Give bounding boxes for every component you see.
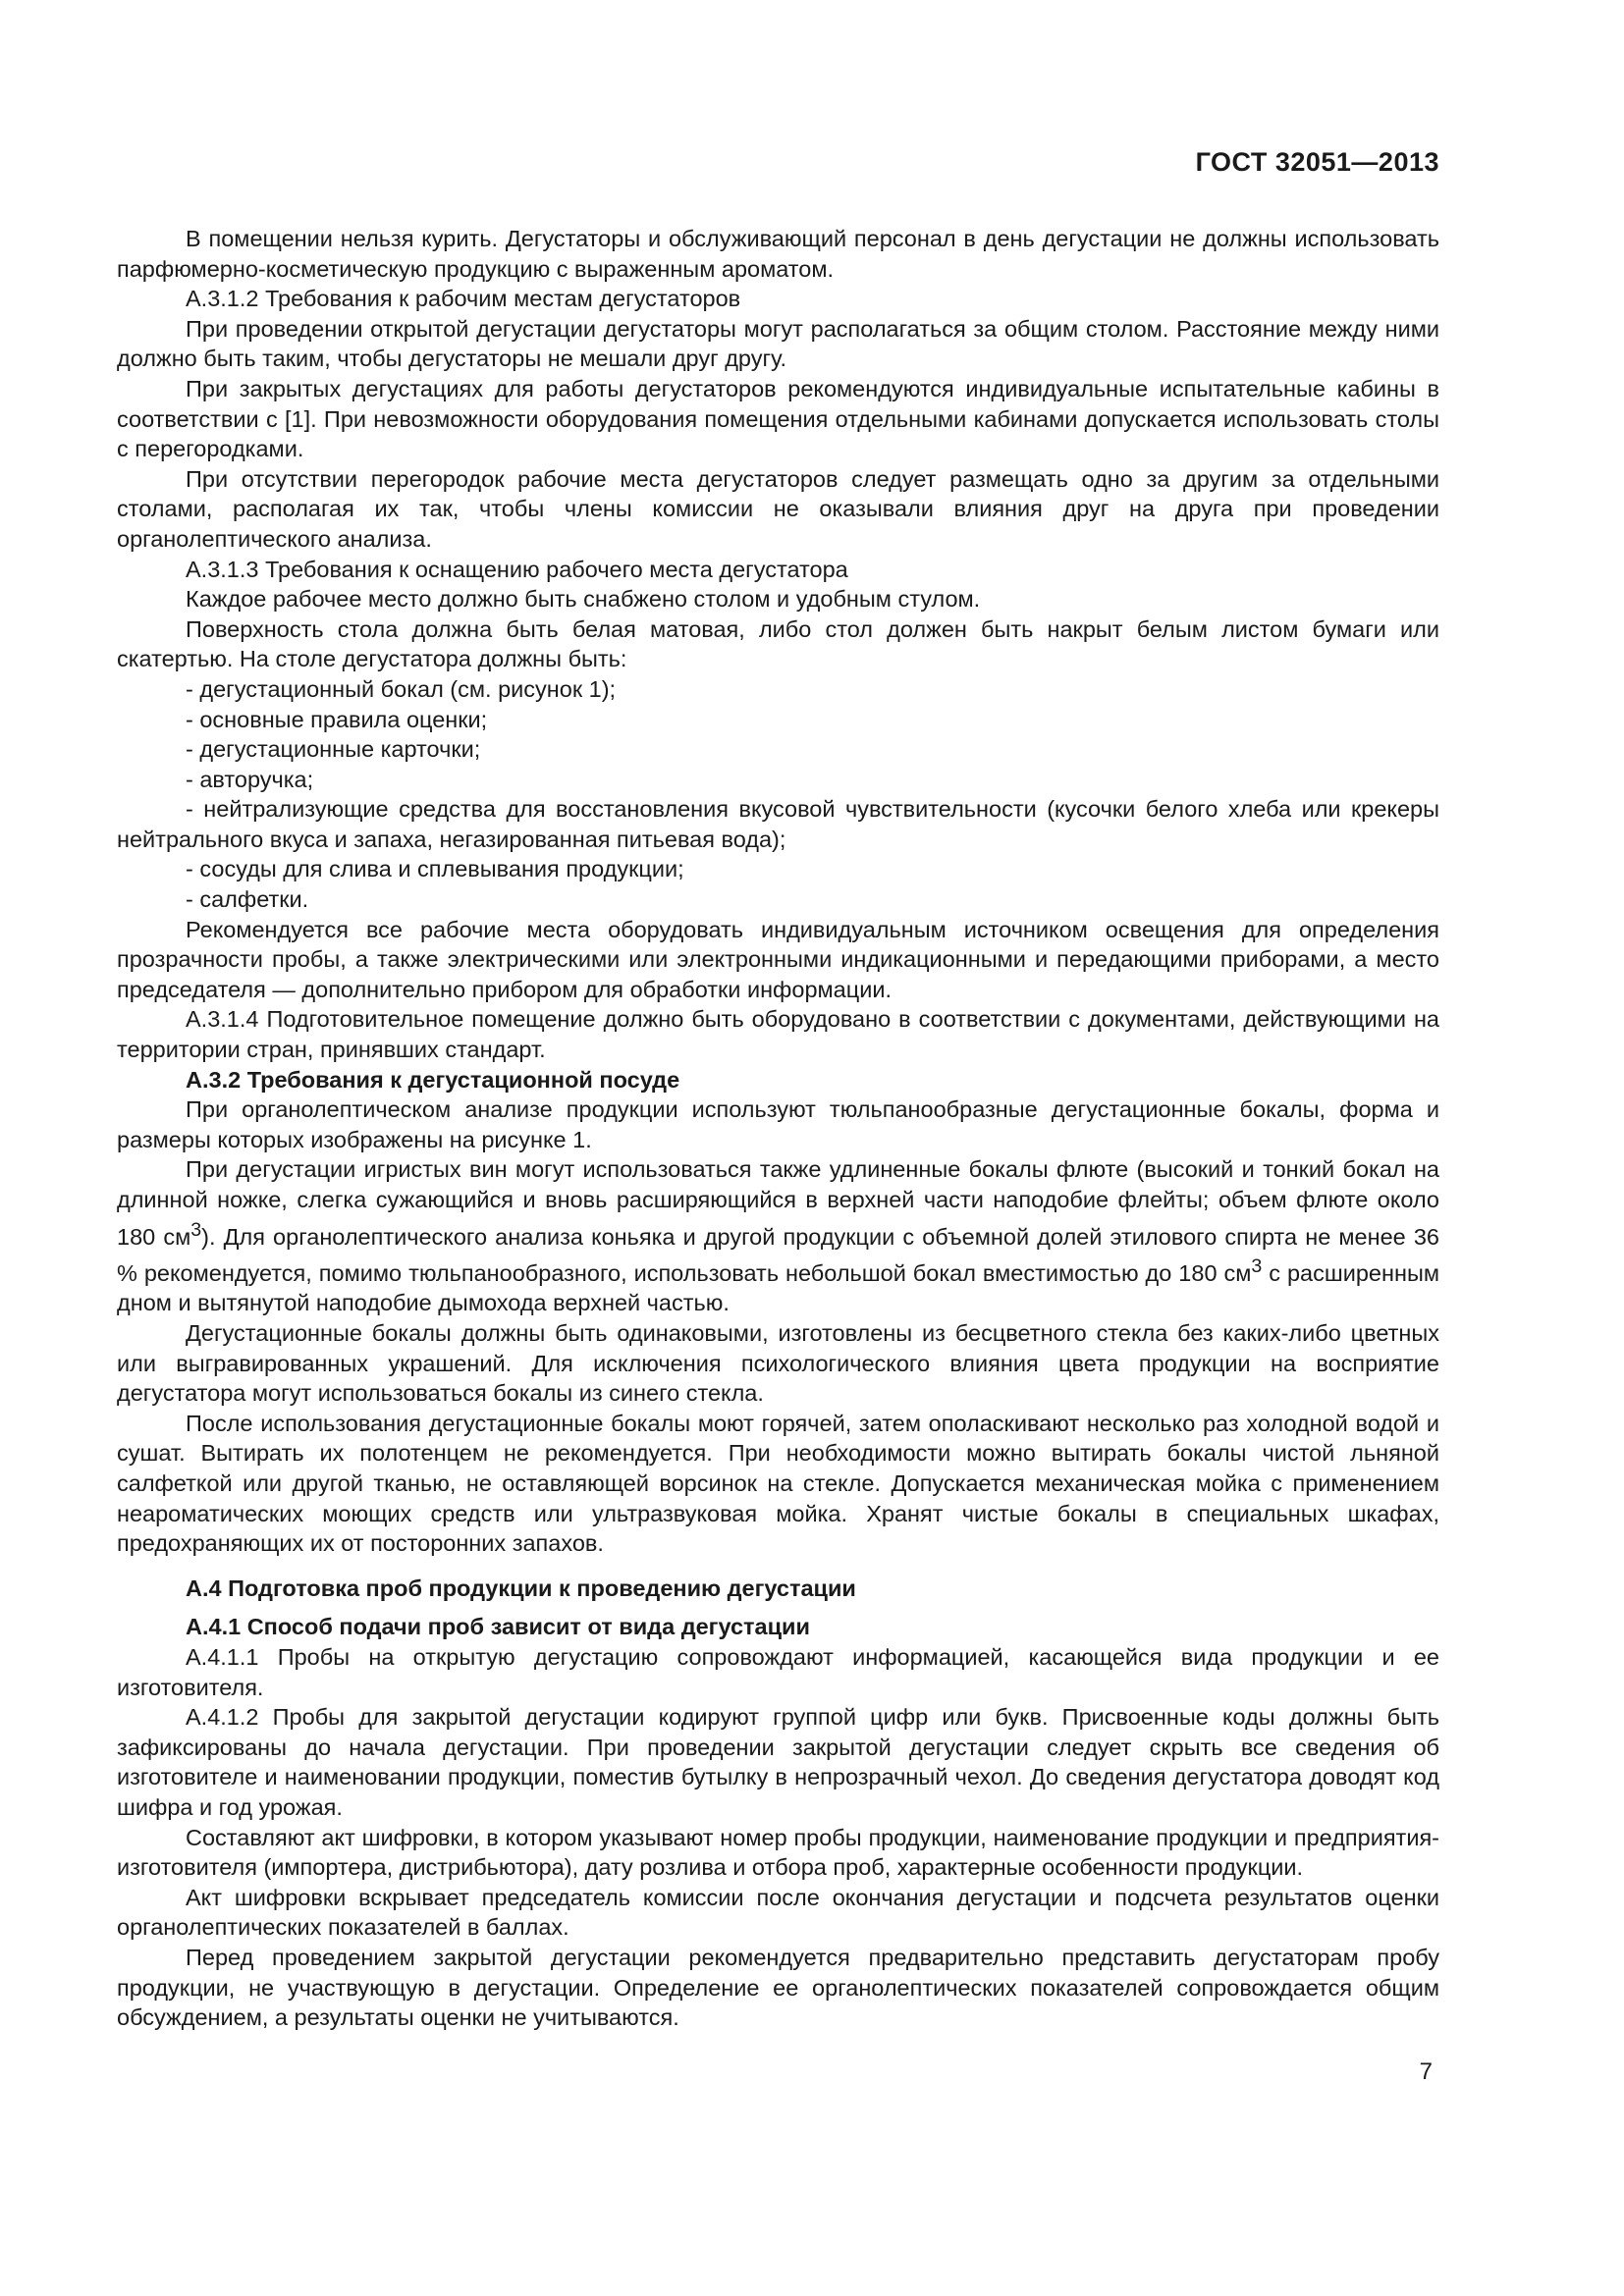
list-item: - дегустационные карточки;	[186, 736, 481, 763]
list-item: - авторучка;	[186, 766, 314, 792]
paragraph: При органолептическом анализе продукции используют тюльпанообразные дегустационные бокалы, форма и размеры которых изображены на рисунке 1.	[117, 1096, 1439, 1152]
subclause-heading: А.3.1.2 Требования к рабочим местам дегустаторов	[186, 286, 741, 312]
paragraph: А.4.1.1 Пробы на открытую дегустацию сопровождают информацией, касающейся вида продукции и ее изготовителя.	[117, 1643, 1439, 1700]
paragraph: После использования дегустационные бокалы моют горячей, затем ополаскивают несколько раз холодной водой и сушат. Вытирать их полотенцем не рекомендуется. При необходимости можно вытирать бокалы чистой льняной салфеткой или другой тканью, не оставляющей ворсинок на стекле. Допускается механическая мойка с применением неароматических моющих средств или ультразвуковая мойка. Хранят чистые бокалы в специальных шкафах, предохраняющих их от посторонних запахов.	[117, 1410, 1439, 1557]
paragraph: При отсутствии перегородок рабочие места дегустаторов следует размещать одно за другим за отдельными столами, располагая их так, чтобы члены комиссии не оказывали влияния друг на друга при проведении органолептического анализа.	[117, 465, 1439, 552]
paragraph: При закрытых дегустациях для работы дегустаторов рекомендуются индивидуальные испытательные кабины в соответствии с [1]. При невозможности оборудования помещения отдельными кабинами допускается использовать столы с перегородками.	[117, 375, 1439, 462]
paragraph: Перед проведением закрытой дегустации рекомендуется предварительно представить дегустаторам пробу продукции, не участвующую в дегустации. Определение ее органолептических показателей сопровождается общим обсуждением, а результаты оценки не учитываются.	[117, 1944, 1439, 2031]
superscript: 3	[190, 1218, 202, 1241]
paragraph: Каждое рабочее место должно быть снабжено столом и удобным стулом.	[186, 586, 981, 613]
section-heading: А.4.1 Способ подачи проб зависит от вида дегустации	[186, 1614, 810, 1640]
list-item: - дегустационный бокал (см. рисунок 1);	[186, 675, 617, 702]
section-heading: А.3.2 Требования к дегустационной посуде	[186, 1066, 680, 1093]
list-item: - основные правила оценки;	[186, 706, 488, 732]
sparkling-text-part1: При дегустации игристых вин могут использоваться также удлиненные бокалы флюте (высокий и тонкий бокал на длинной ножке, слегка сужающийся и вновь расширяющийся в верхней части наподобие флейты; объем флюте около 180 см	[117, 1156, 1439, 1250]
list-item: - сосуды для слива и сплевывания продукции;	[186, 856, 684, 882]
document-code-header: ГОСТ 32051—2013	[1195, 147, 1439, 177]
paragraph: В помещении нельзя курить. Дегустаторы и обслуживающий персонал в день дегустации не должны использовать парфюмерно-косметическую продукцию с выраженным ароматом.	[117, 226, 1439, 282]
superscript: 3	[1251, 1255, 1263, 1278]
paragraph: Рекомендуется все рабочие места оборудовать индивидуальным источником освещения для определения прозрачности пробы, а также электрическими или электронными индикационными и передающими приборами, а место председателя — дополнительно прибором для обработки информации.	[117, 916, 1439, 1002]
paragraph-sparkling-wines	[117, 1154, 1439, 1318]
subclause-heading: А.3.1.3 Требования к оснащению рабочего места дегустатора	[186, 556, 848, 582]
paragraph: Поверхность стола должна быть белая матовая, либо стол должен быть накрыт белым листом бумаги или скатертью. На столе дегустатора должны быть:	[117, 615, 1439, 672]
list-item: - нейтрализующие средства для восстановления вкусовой чувствительности (кусочки белого хлеба или крекеры нейтрального вкуса и запаха, негазированная питьевая вода);	[117, 796, 1439, 852]
sparkling-text-part2: ). Для органолептического анализа коньяка и другой продукции с объемной долей этилового спирта не менее 36 % рекомендуется, помимо тюльпанообразного, использовать небольшой бокал вместимостью до 180 см	[117, 1223, 1439, 1286]
paragraph: Акт шифровки вскрывает председатель комиссии после окончания дегустации и подсчета результатов оценки органолептических показателей в баллах.	[117, 1884, 1439, 1941]
paragraph: Дегустационные бокалы должны быть одинаковыми, изготовлены из бесцветного стекла без каких-либо цветных или выгравированных украшений. Для исключения психологического влияния цвета продукции на восприятие дегустатора могут использоваться бокалы из синего стекла.	[117, 1320, 1439, 1407]
paragraph: А.4.1.2 Пробы для закрытой дегустации кодируют группой цифр или букв. Присвоенные коды должны быть зафиксированы до начала дегустации. При проведении закрытой дегустации следует скрыть все сведения об изготовителе и наименовании продукции, поместив бутылку в непрозрачный чехол. До сведения дегустатора доводят код шифра и год урожая.	[117, 1704, 1439, 1820]
paragraph: А.3.1.4 Подготовительное помещение должно быть оборудовано в соответствии с документами, действующими на территории стран, принявших стандарт.	[117, 1006, 1439, 1063]
paragraph: При проведении открытой дегустации дегустаторы могут располагаться за общим столом. Расстояние между ними должно быть таким, чтобы дегустаторы не мешали друг другу.	[117, 315, 1439, 372]
section-heading: А.4 Подготовка проб продукции к проведению дегустации	[186, 1575, 856, 1601]
document-body	[117, 224, 1439, 2033]
sparkling-text-part3: с расширенным дном и вытянутой наподобие дымохода верхней частью.	[117, 1259, 1439, 1316]
page-number: 7	[1419, 2058, 1433, 2085]
list-item: - салфетки.	[186, 886, 309, 913]
paragraph: Составляют акт шифровки, в котором указывают номер пробы продукции, наименование продукции и предприятия-изготовителя (импортера, дистрибьютора), дату розлива и отбора проб, характерные особенности продукции.	[117, 1824, 1439, 1881]
